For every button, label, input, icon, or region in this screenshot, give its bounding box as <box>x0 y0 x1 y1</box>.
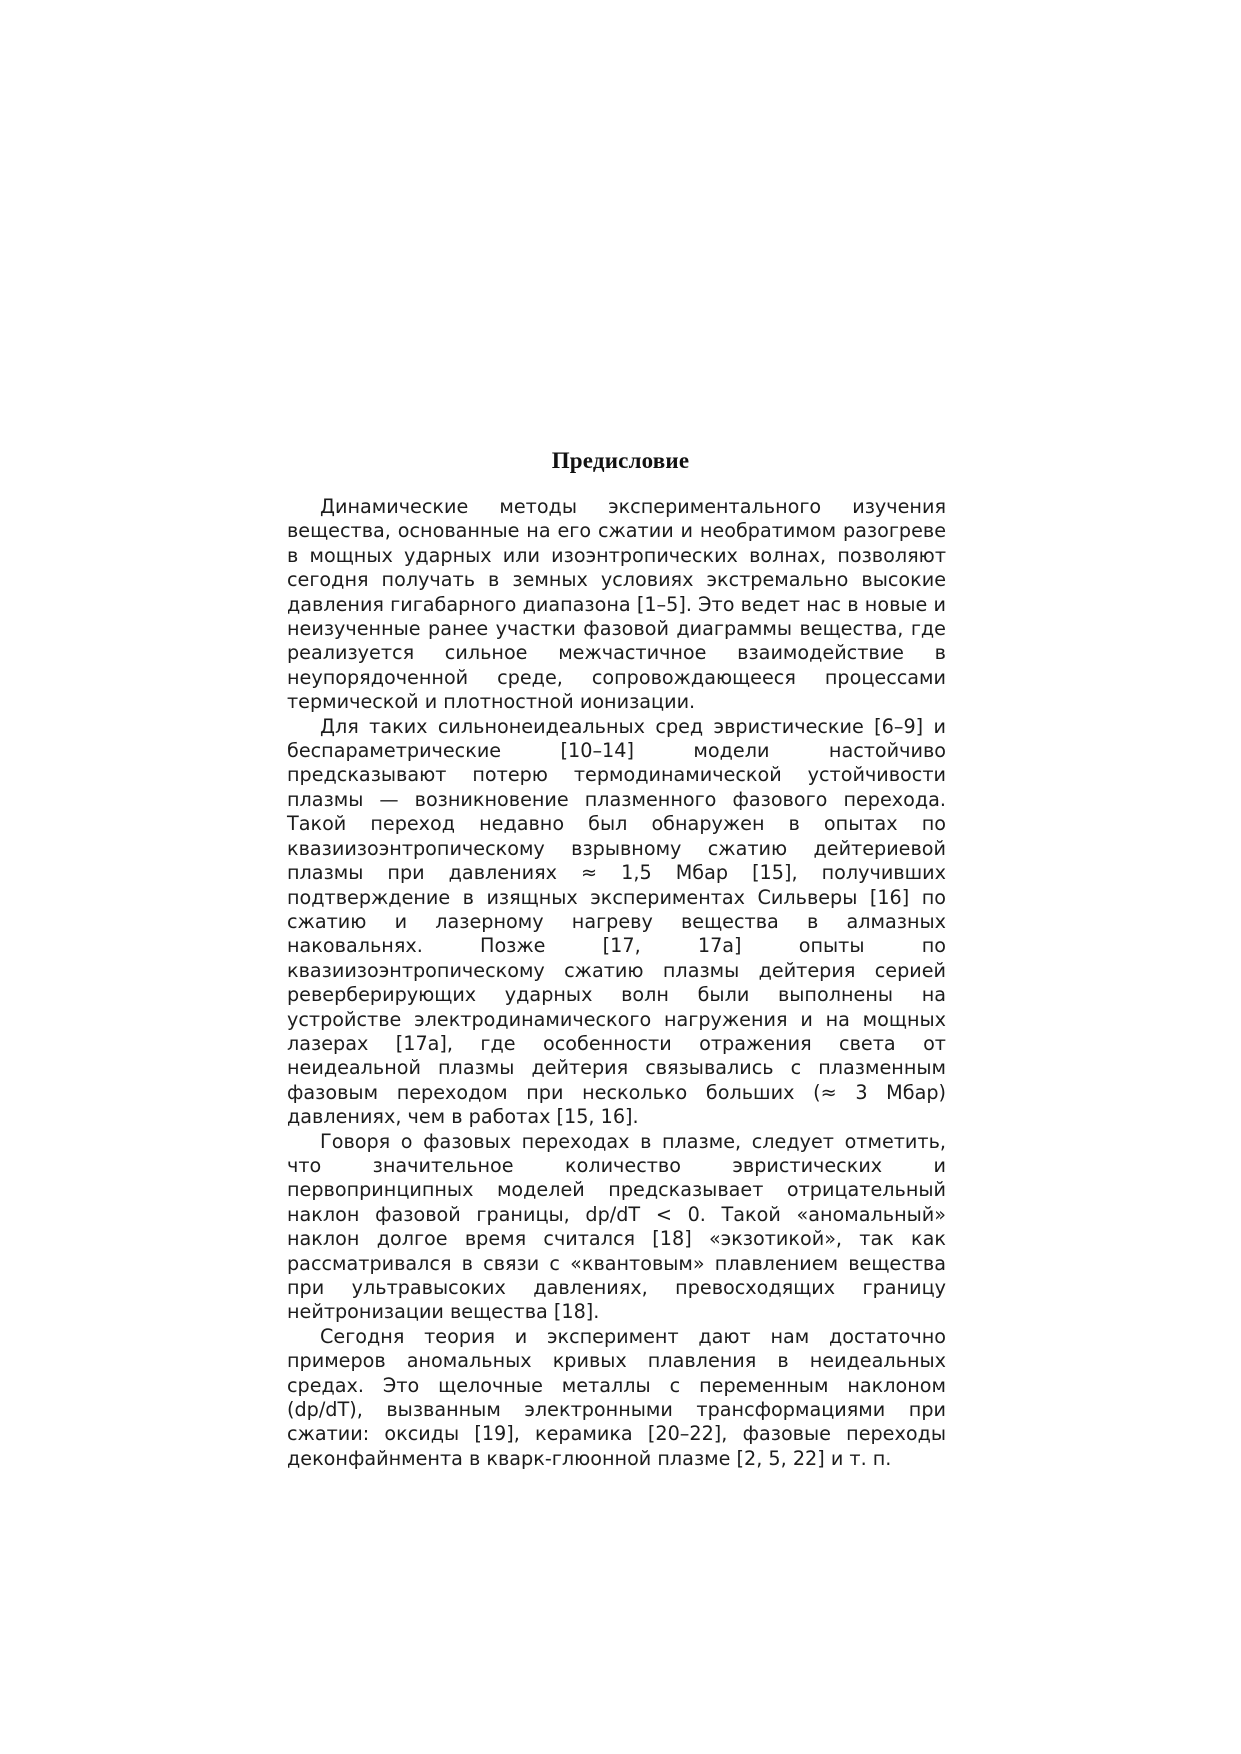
page-title: Предисловие <box>551 448 690 473</box>
paragraph-1: Динамические методы экспериментального изучения вещества, основанные на его сжатии и необратимом разогреве в мощных ударных или изоэнтропических волнах, позволяют сегодня получать в земных условиях экстремально высокие давления гигабарного диапазона [1–5]. Это ведет нас в новые и неизученные ранее участки фазовой диаграммы вещества, где реализуется сильное межчастичное взаимодействие в неупорядоченной среде, сопровождающееся процессами термической и плотностной ионизации. <box>287 495 946 714</box>
document-body <box>287 495 946 1471</box>
paragraph-2: Для таких сильнонеидеальных сред эвристические [6–9] и беспараметрические [10–14] модели настойчиво предсказывают потерю термодинамической устойчивости плазмы — возникновение плазменного фазового перехода. Такой переход недавно был обнаружен в опытах по квазиизоэнтропическому взрывному сжатию дейтериевой плазмы при давлениях ≈ 1,5 Мбар [15], получивших подтверждение в изящных экспериментах Сильверы [16] по сжатию и лазерному нагреву вещества в алмазных наковальнях. Позже [17, 17a] опыты по квазиизоэнтропическому сжатию плазмы дейтерия серией реверберирующих ударных волн были выполнены на устройстве электродинамического нагружения и на мощных лазерах [17a], где особенности отражения света от неидеальной плазмы дейтерия связывались с плазменным фазовым переходом при несколько больших (≈ 3 Мбар) давлениях, чем в работах [15, 16]. <box>287 714 946 1129</box>
paragraph-3: Говоря о фазовых переходах в плазме, следует отметить, что значительное количество эвристических и первопринципных моделей предсказывает отрицательный наклон фазовой границы, dp/dT < 0. Такой «аномальный» наклон долгое время считался [18] «экзотикой», так как рассматривался в связи с «квантовым» плавлением вещества при ультравысоких давлениях, превосходящих границу нейтронизации вещества [18]. <box>287 1129 946 1324</box>
paragraph-4: Сегодня теория и эксперимент дают нам достаточно примеров аномальных кривых плавления в неидеальных средах. Это щелочные металлы с переменным наклоном (dp/dT), вызванным электронными трансформациями при сжатии: оксиды [19], керамика [20–22], фазовые переходы деконфайнмента в кварк-глюонной плазме [2, 5, 22] и т. п. <box>287 1324 946 1470</box>
